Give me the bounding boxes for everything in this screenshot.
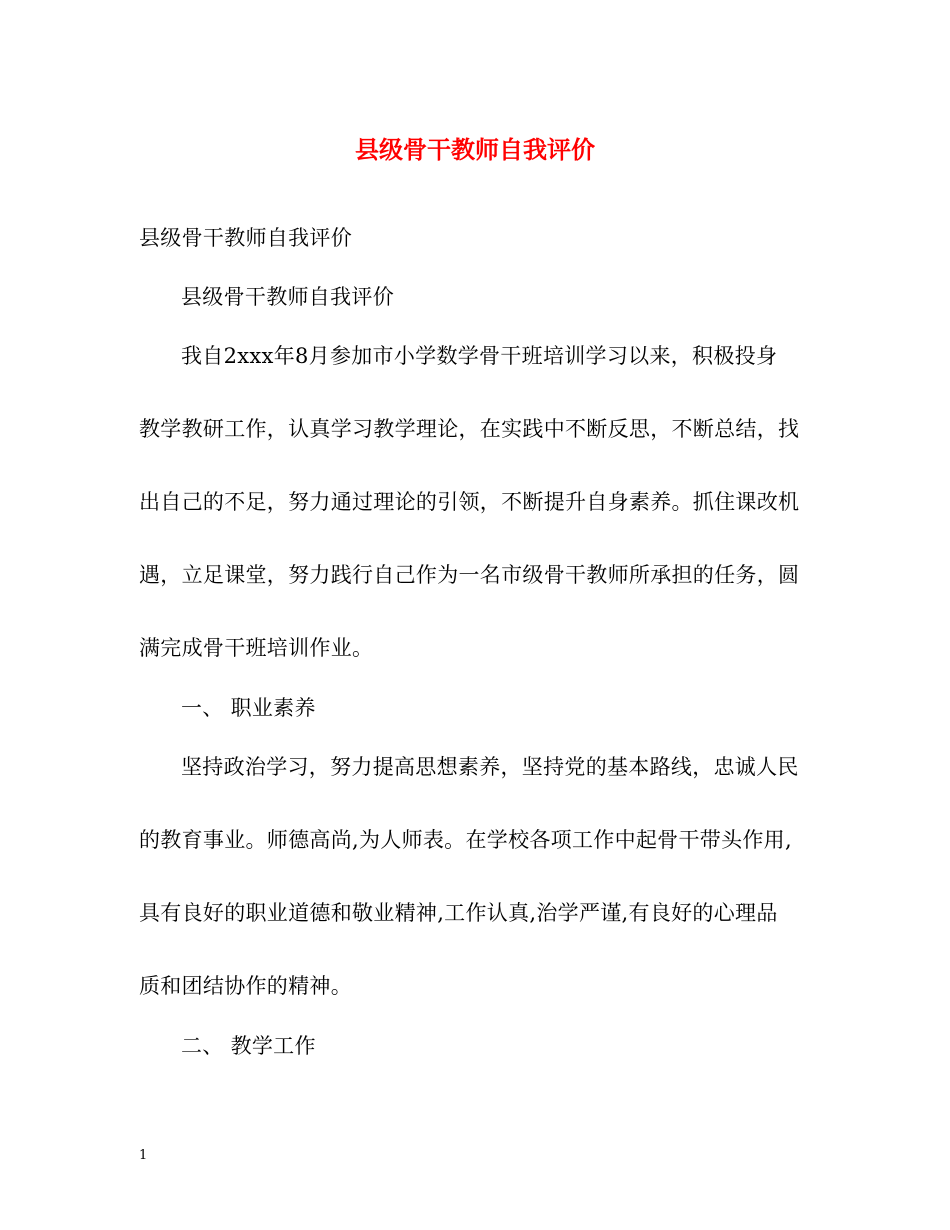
paragraph-line: 出自己的不足，努力通过理论的引领，不断提升自身素养。抓住课改机 [139,490,800,514]
paragraph-line: 我自2xxx年8月参加市小学数学骨干班培训学习以来，积极投身 [181,344,778,368]
paragraph-line: 具有良好的职业道德和敬业精神,工作认真,治学严谨,有良好的心理品 [139,901,778,925]
heading-line: 县级骨干教师自我评价 [139,226,352,250]
page-number: 1 [139,1148,148,1163]
paragraph-line: 质和团结协作的精神。 [139,974,352,998]
paragraph-line: 遇，立足课堂，努力践行自己作为一名市级骨干教师所承担的任务，圆 [139,563,800,587]
paragraph-line: 的教育事业。师德高尚,为人师表。在学校各项工作中起骨干带头作用, [139,828,792,852]
paragraph-line: 坚持政治学习，努力提高思想素养，坚持党的基本路线，忠诚人民 [181,755,799,779]
paragraph-line: 教学教研工作，认真学习教学理论，在实践中不断反思，不断总结，找 [139,417,800,441]
section-heading: 一、 职业素养 [181,696,316,720]
section-heading: 二、 教学工作 [181,1034,316,1058]
document-title: 县级骨干教师自我评价 [355,135,595,164]
subheading-line: 县级骨干教师自我评价 [181,285,394,309]
paragraph-line: 满完成骨干班培训作业。 [139,636,374,660]
